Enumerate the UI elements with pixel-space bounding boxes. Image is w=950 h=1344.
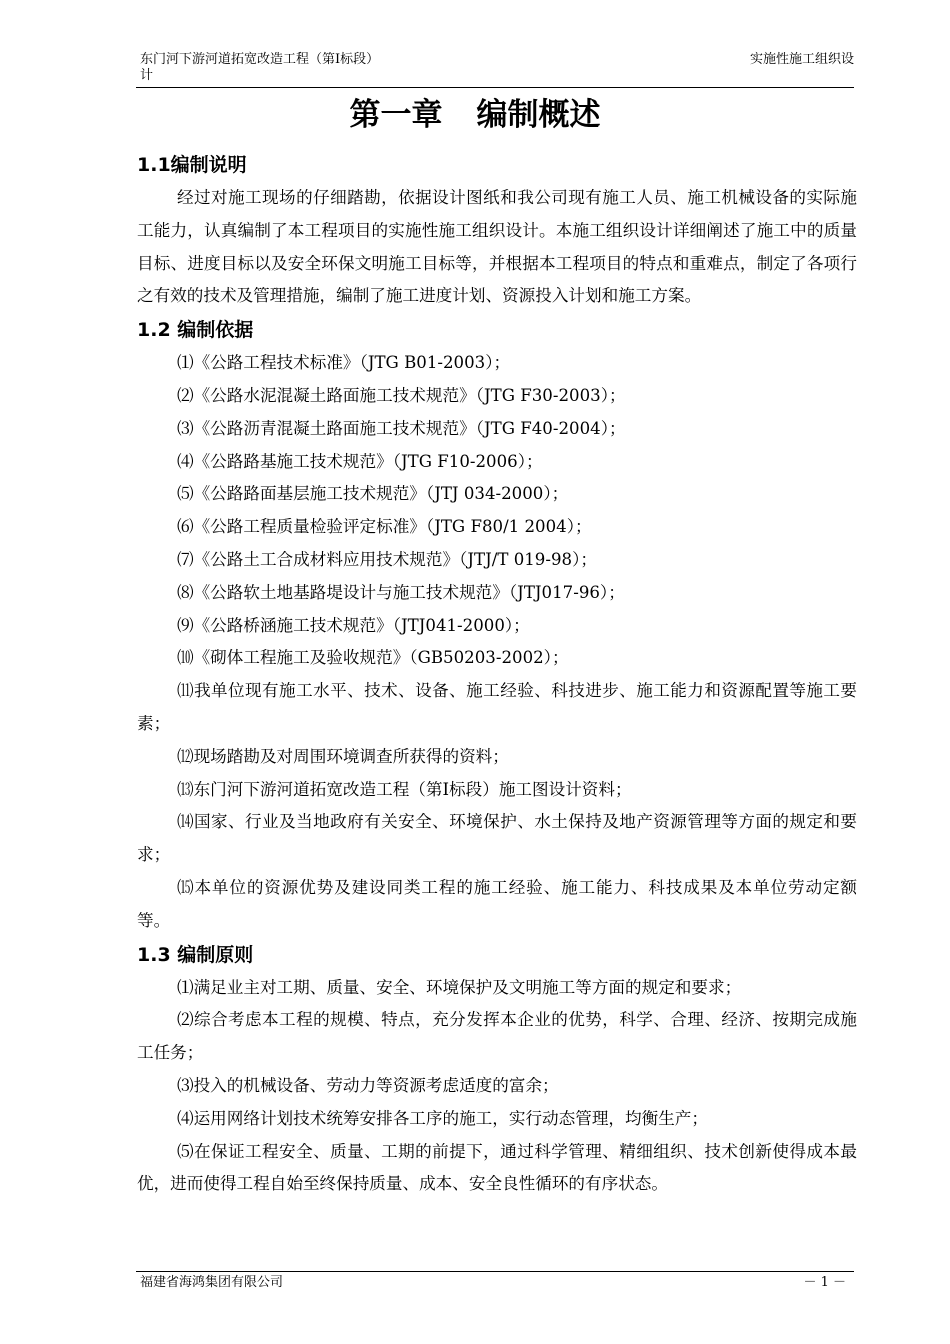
list-item: ⑾我单位现有施工水平、技术、设备、施工经验、科技进步、施工能力和资源配置等施工要素； [137, 681, 857, 733]
footer-page-number: － 1 － [803, 1275, 846, 1290]
list-item: ⑸在保证工程安全、质量、工期的前提下，通过科学管理、精细组织、技术创新使得成本最优，进而使得工程自始至终保持质量、成本、安全良性循环的有序状态。 [137, 1141, 857, 1194]
list-item: ⑶投入的机械设备、劳动力等资源考虑适度的富余； [177, 1075, 559, 1095]
header-rule [136, 87, 854, 88]
chapter-name: 编制概述 [476, 97, 601, 133]
body-paragraph: 经过对施工现场的仔细踏勘，依据设计图纸和我公司现有施工人员、施工机械设备的实际施工能力，认真编制了本工程项目的实施性施工组织设计。本施工组织设计详细阐述了施工中的质量目标、进度目标以及安全环保文明施工目标等，并根据本工程项目的特点和重难点，制定了各项行之有效的技术及管理措施，编制了施工进度计划、资源投入计划和施工方案。 [137, 188, 857, 306]
list-item: ⑺《公路土工合成材料应用技术规范》（JTJ/T 019-98）； [177, 549, 597, 569]
document-body [137, 148, 857, 1201]
footer-company: 福建省海鸿集团有限公司 [140, 1275, 284, 1290]
list-item: ⒁国家、行业及当地政府有关安全、环境保护、水土保持及地产资源管理等方面的规定和要求； [137, 812, 857, 865]
header-project-title: 东门河下游河道拓宽改造工程（第Ⅰ标段） 计 [140, 52, 380, 83]
header-document-type: 实施性施工组织设 [749, 52, 854, 67]
section-heading: 1.3 编制原则 [137, 943, 254, 966]
section-heading: 1.1编制说明 [137, 154, 247, 176]
list-item: ⒀东门河下游河道拓宽改造工程（第Ⅰ标段）施工图设计资料； [177, 779, 632, 799]
list-item: ⑹《公路工程质量检验评定标准》（JTG F80/1 2004）； [177, 517, 592, 537]
list-item: ⑴满足业主对工期、质量、安全、环境保护及文明施工等方面的规定和要求； [177, 977, 742, 997]
list-item: ⑻《公路软土地基路堤设计与施工技术规范》（JTJ017-96）； [177, 582, 625, 602]
footer-rule [136, 1271, 854, 1272]
list-item: ⑿现场踏勘及对周围环境调查所获得的资料； [177, 746, 509, 766]
list-item: ⑼《公路桥涵施工技术规范》（JTJ041-2000）； [177, 615, 530, 635]
list-item: ⑽《砌体工程施工及验收规范》（GB50203-2002）； [177, 648, 569, 668]
list-item: ⑷运用网络计划技术统筹安排各工序的施工，实行动态管理，均衡生产； [177, 1108, 708, 1128]
list-item: ⒂本单位的资源优势及建设同类工程的施工经验、施工能力、科技成果及本单位劳动定额等。 [137, 877, 857, 930]
list-item: ⑴《公路工程技术标准》（JTG B01-2003）； [177, 353, 511, 373]
list-item: ⑷《公路路基施工技术规范》（JTG F10-2006）； [177, 451, 543, 471]
list-item: ⑸《公路路面基层施工技术规范》（JTJ 034-2000）； [177, 484, 569, 504]
list-item: ⑵《公路水泥混凝土路面施工技术规范》（JTG F30-2003）； [177, 385, 626, 405]
section-heading: 1.2 编制依据 [137, 319, 254, 342]
list-item: ⑵综合考虑本工程的规模、特点，充分发挥本企业的优势，科学、合理、经济、按期完成施工任务； [137, 1010, 857, 1063]
chapter-title [0, 93, 950, 137]
chapter-number: 第一章 [349, 97, 443, 133]
list-item: ⑶《公路沥青混凝土路面施工技术规范》（JTG F40-2004）； [177, 418, 626, 438]
